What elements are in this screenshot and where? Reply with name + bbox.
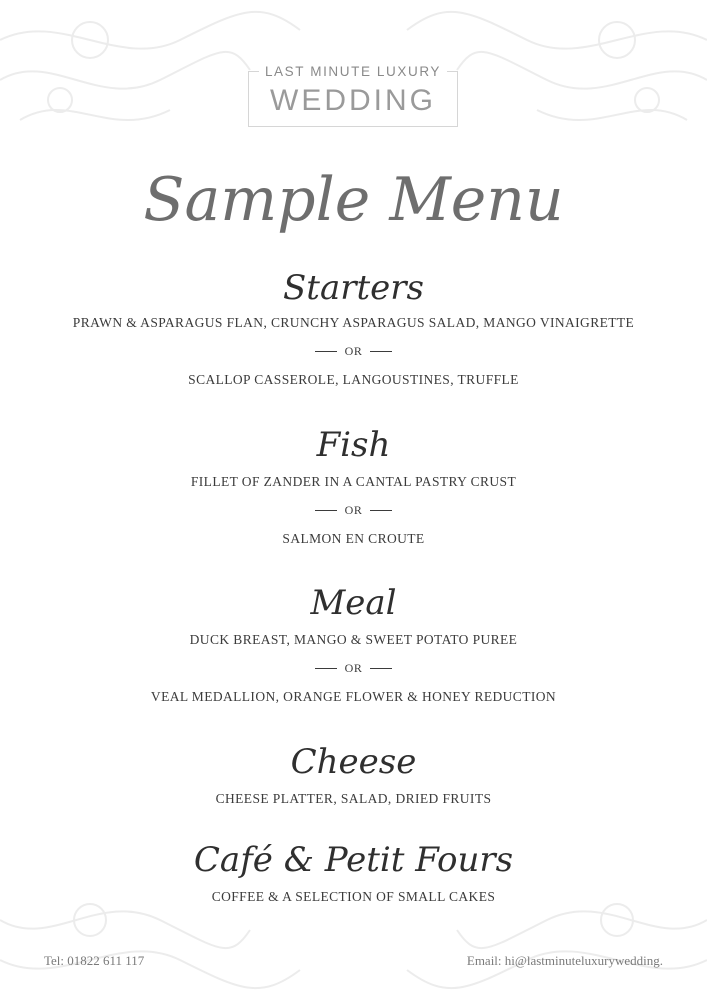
menu-item: PRAWN & ASPARAGUS FLAN, CRUNCHY ASPARAGUS SALAD, MANGO VINAIGRETTE xyxy=(72,315,635,330)
section-fish xyxy=(0,423,707,548)
logo-tagline: LAST MINUTE LUXURY xyxy=(259,64,447,79)
section-heading: Starters xyxy=(283,268,424,308)
page-title: Sample Menu xyxy=(143,165,564,235)
section-heading: Cheese xyxy=(290,742,417,782)
section-starters xyxy=(0,266,707,389)
footer-phone: Tel: 01822 611 117 xyxy=(44,953,145,968)
menu-item: CHEESE PLATTER, SALAD, DRIED FRUITS xyxy=(215,791,492,806)
footer-email: Email: hi@lastminuteluxurywedding. xyxy=(466,953,663,968)
brand-logo xyxy=(248,64,458,127)
menu-item: DUCK BREAST, MANGO & SWEET POTATO PUREE xyxy=(189,632,518,647)
or-divider: OR xyxy=(0,659,707,677)
or-divider: OR xyxy=(0,342,707,360)
menu-item: FILLET OF ZANDER IN A CANTAL PASTRY CRUST xyxy=(190,474,517,489)
section-meal xyxy=(0,581,707,706)
menu-item: COFFEE & A SELECTION OF SMALL CAKES xyxy=(211,889,496,904)
section-heading: Fish xyxy=(316,425,391,465)
section-cafe-petit-fours xyxy=(0,838,707,906)
menu-item: SCALLOP CASSEROLE, LANGOUSTINES, TRUFFLE xyxy=(188,372,519,387)
section-cheese xyxy=(0,740,707,808)
or-divider: OR xyxy=(0,501,707,519)
section-heading: Meal xyxy=(310,583,397,623)
logo-wordmark: WEDDING xyxy=(270,84,436,117)
menu-item: VEAL MEDALLION, ORANGE FLOWER & HONEY REDUCTION xyxy=(150,689,557,704)
section-heading: Café & Petit Fours xyxy=(193,840,514,880)
menu-item: SALMON EN CROUTE xyxy=(282,531,425,546)
